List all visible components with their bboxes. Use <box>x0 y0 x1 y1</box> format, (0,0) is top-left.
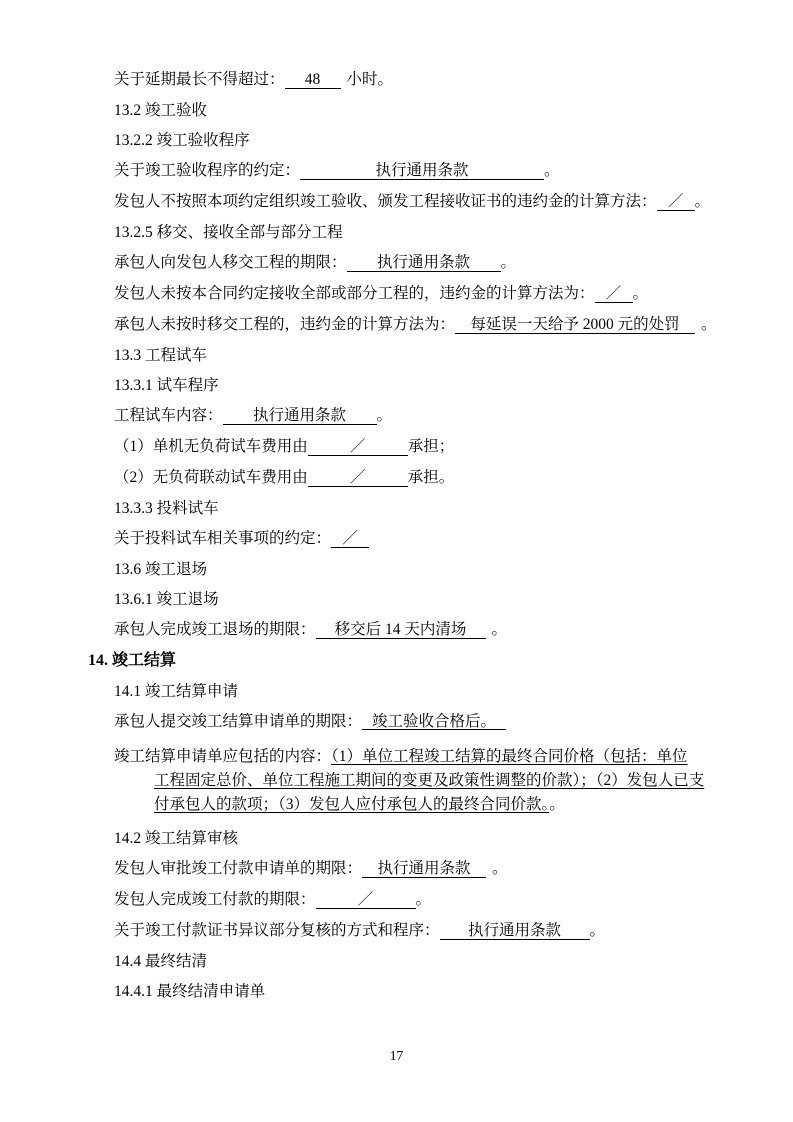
section-13-3-3-title: 13.3.3 投料试车 <box>114 500 219 517</box>
clause-text-tail: 。 <box>632 285 649 302</box>
clause-text-tail: 。 <box>376 407 393 424</box>
clause-text: 承包人未按时移交工程的，违约金的计算方法为： <box>114 316 456 333</box>
clause-text: 承包人完成竣工退场的期限： <box>114 621 316 638</box>
filled-blank-value: 移交后 14 天内清场 <box>316 622 486 639</box>
filled-blank-value: 每延误一天给予 2000 元的处罚 <box>455 317 695 334</box>
clause-single-machine-test-cost <box>88 439 705 456</box>
clause-text-tail: 小时。 <box>346 71 394 88</box>
section-13-2-2-title: 13.2.2 竣工验收程序 <box>114 132 250 149</box>
clause-employer-penalty-acceptance <box>88 193 711 211</box>
clause-text-tail: 承担； <box>407 438 455 455</box>
filled-blank-value: 执行通用条款 <box>300 163 544 180</box>
clause-contractor-late-handover-penalty <box>88 316 717 334</box>
clause-test-run-content <box>88 408 705 425</box>
filled-blank-value: 48 <box>285 72 341 89</box>
clause-linked-test-cost <box>88 470 705 487</box>
filled-blank-value: 执行通用条款 <box>223 408 377 425</box>
clause-handover-deadline <box>88 255 705 272</box>
filled-blank-value: 执行通用条款 <box>440 923 590 940</box>
clause-delay-limit <box>88 72 705 89</box>
clause-text: （1）单机无负荷试车费用由 <box>114 438 308 455</box>
clause-text: 工程试车内容： <box>114 407 223 424</box>
filled-blank-value-line3: 付承包人的款项；（3）发包人应付承包人的最终合同价款。 <box>154 795 550 813</box>
clause-text: 关于竣工验收程序的约定： <box>114 162 301 179</box>
filled-blank-value: 竣工验收合格后。 <box>362 714 506 731</box>
clause-text-tail: 。 <box>549 795 565 813</box>
filled-blank-value: 执行通用条款 <box>347 255 501 272</box>
section-14-heading: 14. 竣工结算 <box>88 652 177 669</box>
clause-text-tail: 。 <box>694 193 711 210</box>
clause-text: 发包人未按本合同约定接收全部或部分工程的，违约金的计算方法为： <box>114 285 595 302</box>
filled-blank-value: ／ <box>308 470 408 487</box>
filled-blank-value: ／ <box>308 439 408 456</box>
clause-text: 关于延期最长不得超过： <box>114 71 285 88</box>
clause-text-tail: 。 <box>415 891 432 909</box>
filled-blank-value: ／ <box>657 194 695 211</box>
filled-blank-value: ／ <box>316 892 416 909</box>
section-13-6-title: 13.6 竣工退场 <box>114 561 208 578</box>
clause-employer-complete-payment-deadline <box>88 892 705 909</box>
clause-text-tail: 。 <box>589 922 606 940</box>
clause-text: 关于投料试车相关事项的约定： <box>114 530 332 547</box>
section-13-6-1-title: 13.6.1 竣工退场 <box>114 591 219 608</box>
clause-text-tail: 。 <box>544 162 560 179</box>
clause-text-tail: 。 <box>492 860 508 878</box>
clause-text: 竣工结算申请单应包括的内容： <box>114 747 332 765</box>
clause-text: 承包人向发包人移交工程的期限： <box>114 254 347 271</box>
clause-settlement-application-deadline <box>88 714 705 731</box>
section-14-4-1-title: 14.4.1 最终结清申请单 <box>114 983 266 1001</box>
page-number: 17 <box>389 1048 404 1063</box>
clause-settlement-application-contents <box>88 745 705 817</box>
clause-text: （2）无负荷联动试车费用由 <box>114 469 308 486</box>
clause-payment-certificate-dispute-review <box>88 923 705 940</box>
filled-blank-value: 执行通用条款 <box>362 861 486 878</box>
section-13-3-title: 13.3 工程试车 <box>114 347 208 364</box>
clause-text-tail: 。 <box>491 621 508 638</box>
filled-blank-value: ／ <box>331 531 369 548</box>
clause-feed-test-agreement <box>88 531 705 548</box>
clause-employer-approve-payment-deadline <box>88 861 705 878</box>
filled-blank-value-line1: （1）单位工程竣工结算的最终合同价格（包括：单位 <box>331 747 688 765</box>
clause-text: 承包人提交竣工结算申请单的期限： <box>114 712 363 730</box>
section-14-4-title: 14.4 最终结清 <box>114 953 208 971</box>
filled-blank-value-line3-wrap <box>114 793 705 817</box>
clause-text: 发包人审批竣工付款申请单的期限： <box>114 860 363 878</box>
clause-text-tail: 。 <box>500 254 517 271</box>
clause-text: 关于竣工付款证书异议部分复核的方式和程序： <box>114 922 440 940</box>
clause-text: 发包人不按照本项约定组织竣工验收、颁发工程接收证书的违约金的计算方法： <box>114 193 657 210</box>
clause-text-tail: 承担。 <box>407 469 455 486</box>
clause-text-tail: 。 <box>701 316 717 333</box>
section-13-2-title: 13.2 竣工验收 <box>114 102 208 119</box>
section-14-1-title: 14.1 竣工结算申请 <box>114 682 239 700</box>
section-14-2-title: 14.2 竣工结算审核 <box>114 830 239 848</box>
filled-blank-value-line2: 工程固定总价、单位工程施工期间的变更及政策性调整的价款）；（2）发包人已支 <box>154 771 705 789</box>
clause-employer-not-receive-penalty <box>88 286 705 303</box>
clause-site-clearance-deadline <box>88 622 705 639</box>
section-13-2-5-title: 13.2.5 移交、接收全部与部分工程 <box>114 224 343 241</box>
section-13-3-1-title: 13.3.1 试车程序 <box>114 377 219 394</box>
filled-blank-value: ／ <box>595 286 633 303</box>
clause-completion-acceptance-procedure <box>88 163 705 180</box>
clause-text: 发包人完成竣工付款的期限： <box>114 891 316 909</box>
